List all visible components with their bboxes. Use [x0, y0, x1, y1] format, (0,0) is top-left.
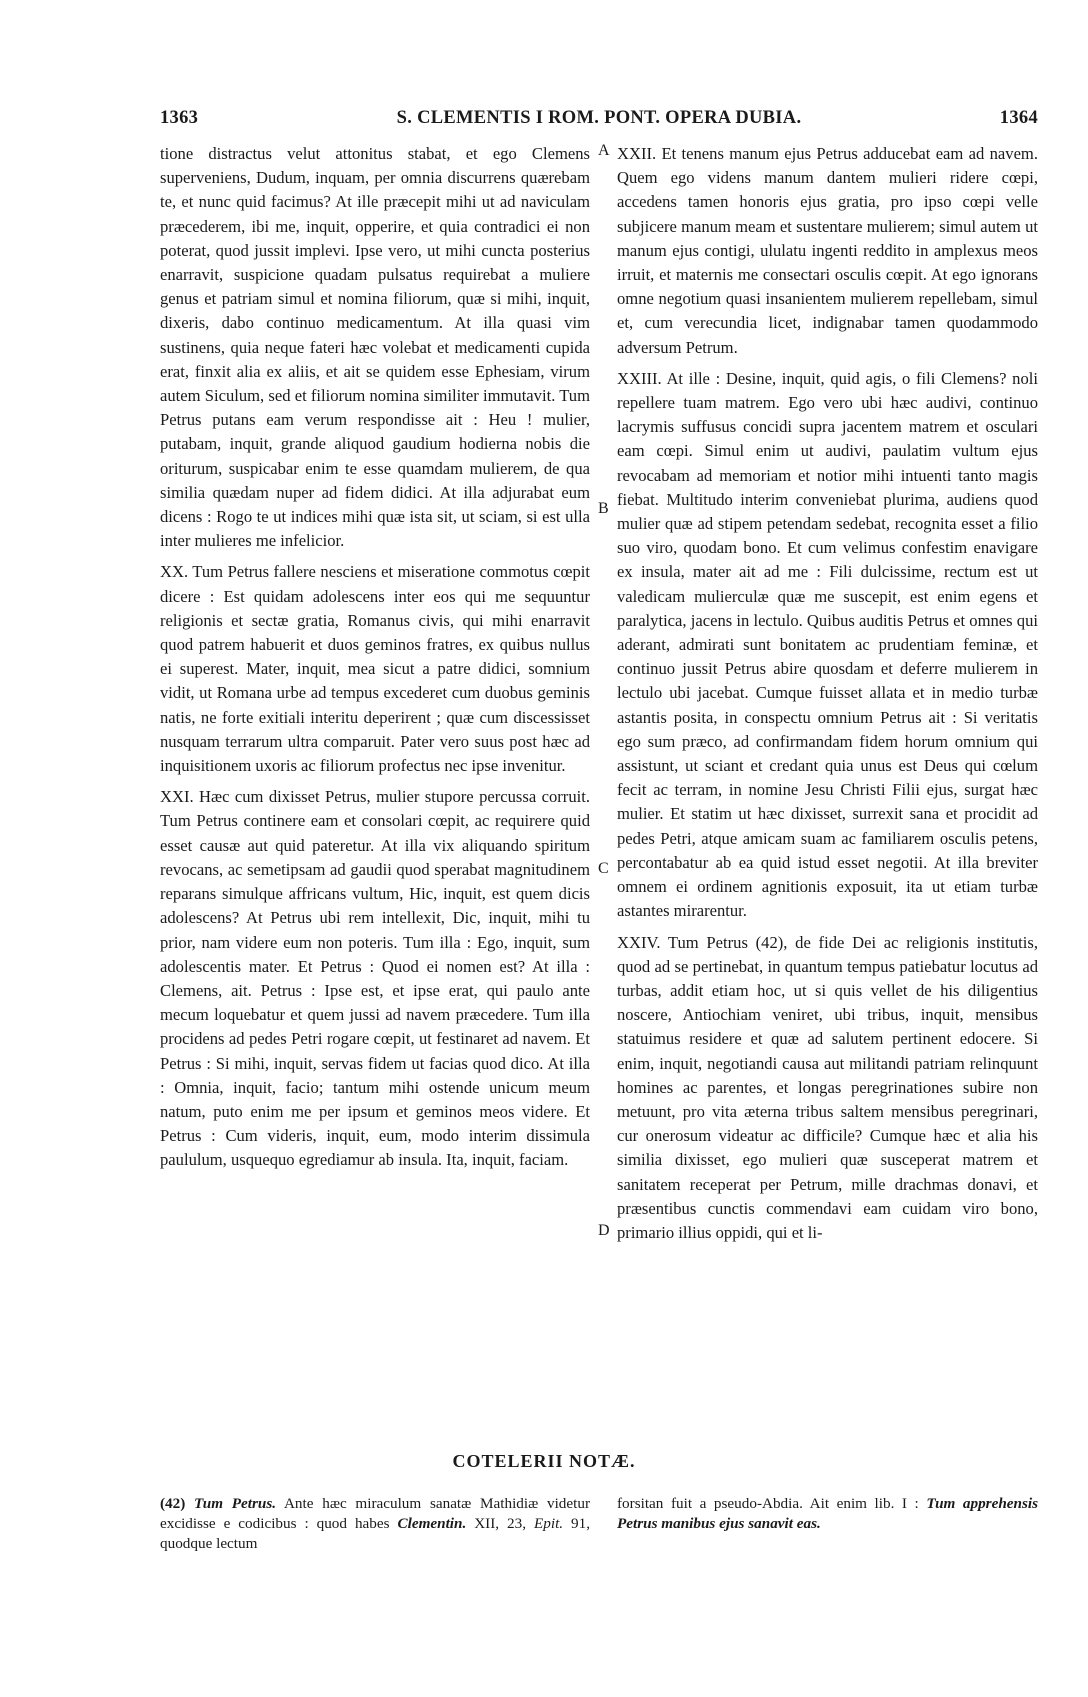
page-number-right: 1364: [999, 108, 1038, 128]
note-text-continued: forsitan fuit a pseudo-Abdia. Ait enim lib. I :: [617, 1495, 919, 1512]
margin-marker-c: C: [598, 860, 609, 877]
note-ref-work: Clementin.: [397, 1515, 467, 1532]
margin-marker-d: D: [598, 1222, 610, 1239]
running-header: [160, 108, 1038, 134]
paragraph-intro: tione distractus velut attonitus stabat, et ego Clemens superveniens, Dudum, inquam, per omnia discurrens quærebam te, et nunc quid facimus? At ille præcepit mihi ut ad naviculam præcederem, ibi me, inquit, opperire, et quia contradici ei non poterat, quod jussit implevi. Ipse vero, ut mihi cuncta posterius enarravit, suspicione quadam pulsatus requirebat a muliere genus et patriam simul et nomina filiorum, quæ si mihi, inquit, dixeris, dabo continuo medicamentum. At illa quasi vim sustinens, quia neque fateri hæc volebat et medicamenti cupida erat, finxit alia ex aliis, et ait se quidem esse Ephesiam, virum autem Siculum, sed et filiorum nomina similiter immutavit. Tum Petrus putans eam verum respondisse ait : Heu ! mulier, putabam, inquit, grande aliquod gaudium hodierna nobis die oriturum, suspicabar enim te esse quamdam mulierem, de qua similia quædam nuper ad fidem didici. At illa adjurabat eum dicens : Rogo te ut indices mihi quæ ista sit, ut sciam, si est ulla inter mulieres me infelicior.: [160, 144, 590, 551]
notes-left-column: [160, 1494, 590, 1554]
paragraph-xxi: XXI. Hæc cum dixisset Petrus, mulier stupore percussa corruit. Tum Petrus continere eam et consolari cœpit, ac requirere quid esset causæ aut quid pateretur. At illa vix aliquando spiritum revocans, ac semetipsam ad gaudii quod sperabat magnitudinem reparans simulque affricans vultum, Hic, inquit, est quem dicis adolescens? At Petrus ubi rem intellexit, Dic, inquit, mihi tu prior, nam videre eum non poteris. Tum illa : Ego, inquit, sum adolescentis mater. Et Petrus : Quod ei nomen est? At illa : Clemens, ait. Petrus : Ipse est, et ipse erat, qui paulo ante mecum loquebatur et quem jussi ad navem præcedere. Tum illa procidens ad pedes Petri rogare cœpit, ut festinaret ad navem. Et Petrus : Si mihi, inquit, servas fidem ut facias quod dico. At illa : Omnia, inquit, facio; tantum mihi ostende unicum meum natum, puto enim me per ipsum et geminos meos videre. Et Petrus : Cum videris, inquit, eum, modo interim dissimula paululum, usquequo egrediamur ab insula. Ita, inquit, faciam.: [160, 787, 590, 1170]
notes-heading: COTELERII NOTÆ.: [452, 1451, 636, 1471]
page-number-left: 1363: [160, 108, 199, 128]
note-number: (42): [160, 1495, 186, 1512]
notes-right-column: [617, 1494, 1038, 1534]
right-column: [617, 142, 1038, 1245]
note-text: Ante hæc miraculum sanatæ Mathidiæ videtur excidisse e codicibus : quod habes: [160, 1495, 590, 1532]
left-column: [160, 142, 590, 1173]
paragraph-xxiv: XXIV. Tum Petrus (42), de fide Dei ac religionis institutis, quod ad se pertinebat, in quantum tempus patiebatur locutus ad turbas, addit etiam hoc, ut si quis vellet de his diligentius noscere, Antiochiam veniret, ubi tribus, inquit, mensibus statuimus residere et quæ ad salutem pertinent edocere. Si enim, inquit, negotiandi causa aut militandi patriam relinquunt homines ac parentes, et longas peregrinationes subire non metuunt, pro vita æterna tribus saltem mensibus peregrinari, cur onerosum videatur ac difficile? Cumque hæc et alia his similia dixisset, ego mulieri quæ susceperat matrem et sanitatem receperat per Petrum, mille drachmas donavi, et præsentibus cunctis commendavi eam cuidam viro bono, primario illius oppidi, qui et li-: [617, 932, 1038, 1242]
note-lemma: Tum Petrus.: [194, 1495, 277, 1512]
margin-marker-a: A: [598, 142, 610, 159]
margin-marker-b: B: [598, 500, 609, 517]
running-title: S. CLEMENTIS I ROM. PONT. OPERA DUBIA.: [396, 108, 802, 128]
note-quotation: Tum apprehensis Petrus manibus ejus sanavit eas.: [617, 1495, 1039, 1532]
paragraph-xxii: XXII. Et tenens manum ejus Petrus adducebat eam ad navem. Quem ego videns manum dantem mulieri ridere cœpi, accedens tamen honoris ejus gratia, pro ipso cœpi velle subjicere manum meam et sustentare mulierem; simul autem ut manum ejus contigi, ululatu ingenti reddito in amplexus meos irruit, et maternis me consectari osculis cœpit. At ego ignorans omne negotium quasi insanientem mulierem repellebam, simul et, cum verecundia licet, indignabar tamen quodammodo adversum Petrum.: [617, 144, 1038, 357]
note-ref-tail: 91, quodque lectum: [160, 1515, 591, 1552]
note-ref-number: XII, 23,: [474, 1515, 527, 1532]
paragraph-xx: XX. Tum Petrus fallere nesciens et miseratione commotus cœpit dicere : Est quidam adolescens inter eos qui me sequuntur religionis et sectæ gratia, Romanus civis, qui mihi enarravit quod patrem habuerit et duos geminos fratres, ex quibus nullus ei superest. Mater, inquit, mea sicut a patre didici, somnium vidit, ut Romana urbe ad tempus excederet cum duobus geminis natis, ne forte exitiali interitu deperirent ; quæ cum discessisset nusquam terrarum ultra comparuit. Pater vero suus post hæc ad inquisitionem uxoris ac filiorum profectus nec ipse invenitur.: [160, 562, 590, 776]
note-ref-epit: Epit.: [533, 1515, 564, 1532]
paragraph-xxiii: XXIII. At ille : Desine, inquit, quid agis, o fili Clemens? noli repellere tuam matrem. Ego vero ubi hæc audivi, continuo lacrymis suffusus concidi supra jacentem matrem et osculari eam cœpi. Simul enim ut audivi, paulatim vultum ejus revocabam ad memoriam et notior mihi intuenti tanto magis fiebat. Multitudo interim conveniebat plurima, audiens quod mulier quæ ad stipem petendam sedebat, recognita esset a filio suo viro, quodam bono. Et cum velimus confestim enavigare ex insula, mater ait ad me : Fili dulcissime, rectum est ut valedicam mulierculæ quæ me suscepit, est enim egens et paralytica, jacens in lectulo. Quibus auditis Petrus et omnes qui aderant, admirati sunt bonitatem ac prudentiam feminæ, et continuo jussit Petrus abire quosdam et deferre mulierem in lectulo ubi jacebat. Cumque fuisset allata et in medio turbæ astantis posita, in conspectu omnium Petrus ait : Si veritatis ego sum præco, ad confirmandam fidem horum omnium qui assistunt, ut sciant et credant quia unus est Deus qui cœlum fecit ac terram, in nomine Jesu Christi Filii ejus, surgat hæc mulier. Et statim ut hæc dixisset, surrexit sana et procidit ad pedes Petri, atque amicam suam ac familiarem osculis petens, percontabatur ab ea quid istud esset negotii. At illa breviter omnem ei ordinem agnitionis exposuit, ita ut etiam turbæ astantes mirarentur.: [617, 368, 1038, 921]
